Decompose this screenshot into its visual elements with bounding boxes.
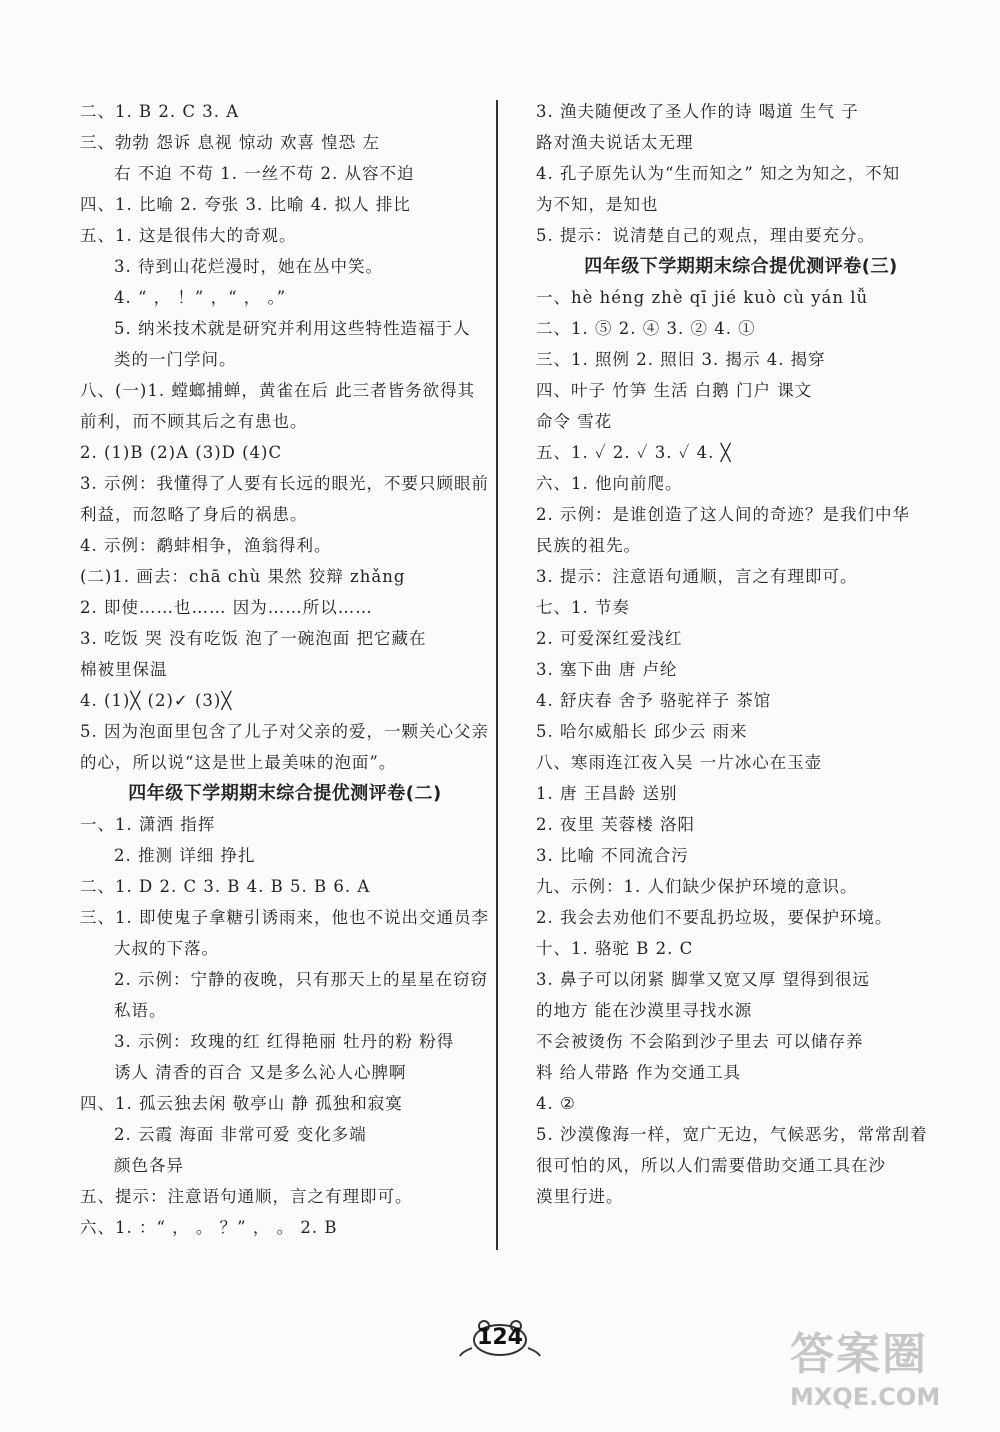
answer-line: (二)1. 画去：chā chù 果然 狡辩 zhǎng xyxy=(80,567,406,586)
answer-line: 大叔的下落。 xyxy=(114,939,219,958)
watermark-logo: 答案圈 xyxy=(790,1329,928,1380)
page-number xyxy=(458,1318,542,1358)
answer-line: 2. 夜里 芙蓉楼 洛阳 xyxy=(536,815,695,834)
answer-line: 5. 因为泡面里包含了儿子对父亲的爱，一颗关心父亲 xyxy=(80,722,489,741)
answer-line: 三、勃勃 怨诉 息视 惊动 欢喜 惶恐 左 xyxy=(80,133,380,152)
answer-line: 3. 比喻 不同流合污 xyxy=(536,846,689,865)
answer-line: 4. (1)╳ (2)✓ (3)╳ xyxy=(80,691,233,710)
answer-line: 二、1. ⑤ 2. ④ 3. ② 4. ① xyxy=(536,319,756,338)
answer-line: 五、提示：注意语句通顺，言之有理即可。 xyxy=(80,1187,413,1206)
answer-line: 九、示例：1. 人们缺少保护环境的意识。 xyxy=(536,877,858,896)
answer-line: 2. 推测 详细 挣扎 xyxy=(114,846,256,865)
answer-line: 5. 哈尔威船长 邱少云 雨来 xyxy=(536,722,748,741)
answer-line: 前利，而不顾其后之有患也。 xyxy=(80,412,308,431)
answer-line: 六、1. 他向前爬。 xyxy=(536,474,683,493)
answer-line: 4. 舒庆春 舍予 骆驼祥子 茶馆 xyxy=(536,691,772,710)
answer-line: 八、(一)1. 螳螂捕蝉，黄雀在后 此三者皆务欲得其 xyxy=(80,381,476,400)
answer-line: 2. 即使……也…… 因为……所以…… xyxy=(80,598,373,617)
right-column xyxy=(536,96,946,1212)
answer-line: 3. 吃饭 哭 没有吃饭 泡了一碗泡面 把它藏在 xyxy=(80,629,427,648)
answer-line: 六、1. ：“ ， 。 ？” ， 。 2. B xyxy=(80,1218,338,1237)
answer-line: 3. 塞下曲 唐 卢纶 xyxy=(536,660,678,679)
column-divider xyxy=(496,100,498,1250)
answer-line: 七、1. 节奏 xyxy=(536,598,630,617)
page-number-text: 124 xyxy=(477,1325,523,1350)
answer-line: 一、1. 潇洒 指挥 xyxy=(80,815,216,834)
answer-line: 2. 示例：宁静的夜晚，只有那天上的星星在窃窃 xyxy=(114,970,488,989)
answer-line: 类的一门学问。 xyxy=(114,350,237,369)
answer-line: 八、寒雨连江夜入吴 一片冰心在玉壶 xyxy=(536,753,823,772)
section-heading: 四年级下学期期末综合提优测评卷(二) xyxy=(128,783,442,804)
answer-line: 4. 示例：鹬蚌相争，渔翁得利。 xyxy=(80,536,332,555)
answer-line: 四、1. 比喻 2. 夸张 3. 比喻 4. 拟人 排比 xyxy=(80,195,411,214)
answer-line: 3. 提示：注意语句通顺，言之有理即可。 xyxy=(536,567,858,586)
answer-line: 五、1. 这是很伟大的奇观。 xyxy=(80,226,297,245)
answer-line: 2. 云霞 海面 非常可爱 变化多端 xyxy=(114,1125,367,1144)
answer-line: 十、1. 骆驼 B 2. C xyxy=(536,939,694,958)
watermark xyxy=(790,1330,990,1425)
answer-line: 二、1. B 2. C 3. A xyxy=(80,102,240,121)
answer-line: 3. 待到山花烂漫时，她在丛中笑。 xyxy=(114,257,383,276)
watermark-url: MXQE.COM xyxy=(790,1383,941,1411)
answer-line: 5. 沙漠像海一样，宽广无边，气候恶劣，常常刮着 xyxy=(536,1125,928,1144)
answer-line: 三、1. 照例 2. 照旧 3. 揭示 4. 揭穿 xyxy=(536,350,826,369)
answer-line: 路对渔夫说话太无理 xyxy=(536,133,694,152)
answer-line: 不会被烫伤 不会陷到沙子里去 可以储存养 xyxy=(536,1032,864,1051)
answer-line: 2. 示例：是谁创造了这人间的奇迹？是我们中华 xyxy=(536,505,910,524)
answer-line: 漠里行进。 xyxy=(536,1187,624,1206)
answer-line: 料 给人带路 作为交通工具 xyxy=(536,1063,741,1082)
answer-line: 4. 孔子原先认为“生而知之” 知之为知之，不知 xyxy=(536,164,901,183)
answer-line: 3. 示例：玫瑰的红 红得艳丽 牡丹的粉 粉得 xyxy=(114,1032,455,1051)
section-heading: 四年级下学期期末综合提优测评卷(三) xyxy=(584,256,898,277)
answer-line: 1. 唐 王昌龄 送别 xyxy=(536,784,678,803)
answer-line: 的地方 能在沙漠里寻找水源 xyxy=(536,1001,753,1020)
answer-line: 5. 提示：说清楚自己的观点，理由要充分。 xyxy=(536,226,875,245)
answer-line: 三、1. 即使鬼子拿糖引诱雨来，他也不说出交通员李 xyxy=(80,908,489,927)
answer-line: 3. 渔夫随便改了圣人作的诗 喝道 生气 子 xyxy=(536,102,859,121)
answer-line: 颜色各异 xyxy=(114,1156,184,1175)
answer-line: 私语。 xyxy=(114,1001,167,1020)
answer-line: 五、1. ✓ 2. ✓ 3. ✓ 4. ╳ xyxy=(536,443,732,462)
answer-line: 2. (1)B (2)A (3)D (4)C xyxy=(80,443,283,462)
answer-line: 的心，所以说“这是世上最美味的泡面”。 xyxy=(80,753,397,772)
answer-line: 4. ② xyxy=(536,1094,576,1113)
answer-line: 利益，而忽略了身后的祸患。 xyxy=(80,505,308,524)
answer-line: 四、叶子 竹笋 生活 白鹅 门户 课文 xyxy=(536,381,813,400)
left-column xyxy=(80,96,490,1243)
answer-line: 诱人 清香的百合 又是多么沁人心脾啊 xyxy=(114,1063,407,1082)
answer-line: 为不知，是知也 xyxy=(536,195,659,214)
answer-line: 2. 可爱深红爱浅红 xyxy=(536,629,683,648)
answer-line: 二、1. D 2. C 3. B 4. B 5. B 6. A xyxy=(80,877,371,896)
answer-line: 民族的祖先。 xyxy=(536,536,641,555)
answer-line: 3. 鼻子可以闭紧 脚掌又宽又厚 望得到很远 xyxy=(536,970,870,989)
answer-line: 四、1. 孤云独去闲 敬亭山 静 孤独和寂寞 xyxy=(80,1094,403,1113)
answer-line: 4. “ ， ！” ，“ ， 。” xyxy=(114,288,287,307)
answer-line: 右 不迫 不苟 1. 一丝不苟 2. 从容不迫 xyxy=(114,164,415,183)
answer-line: 2. 我会去劝他们不要乱扔垃圾，要保护环境。 xyxy=(536,908,893,927)
answer-line: 棉被里保温 xyxy=(80,660,168,679)
answer-line: 一、hè héng zhè qī jié kuò cù yán lǚ xyxy=(536,288,869,307)
answer-line: 5. 纳米技术就是研究并利用这些特性造福于人 xyxy=(114,319,471,338)
answer-line: 3. 示例：我懂得了人要有长远的眼光，不要只顾眼前 xyxy=(80,474,489,493)
answer-line: 命令 雪花 xyxy=(536,412,613,431)
answer-line: 很可怕的风，所以人们需要借助交通工具在沙 xyxy=(536,1156,886,1175)
